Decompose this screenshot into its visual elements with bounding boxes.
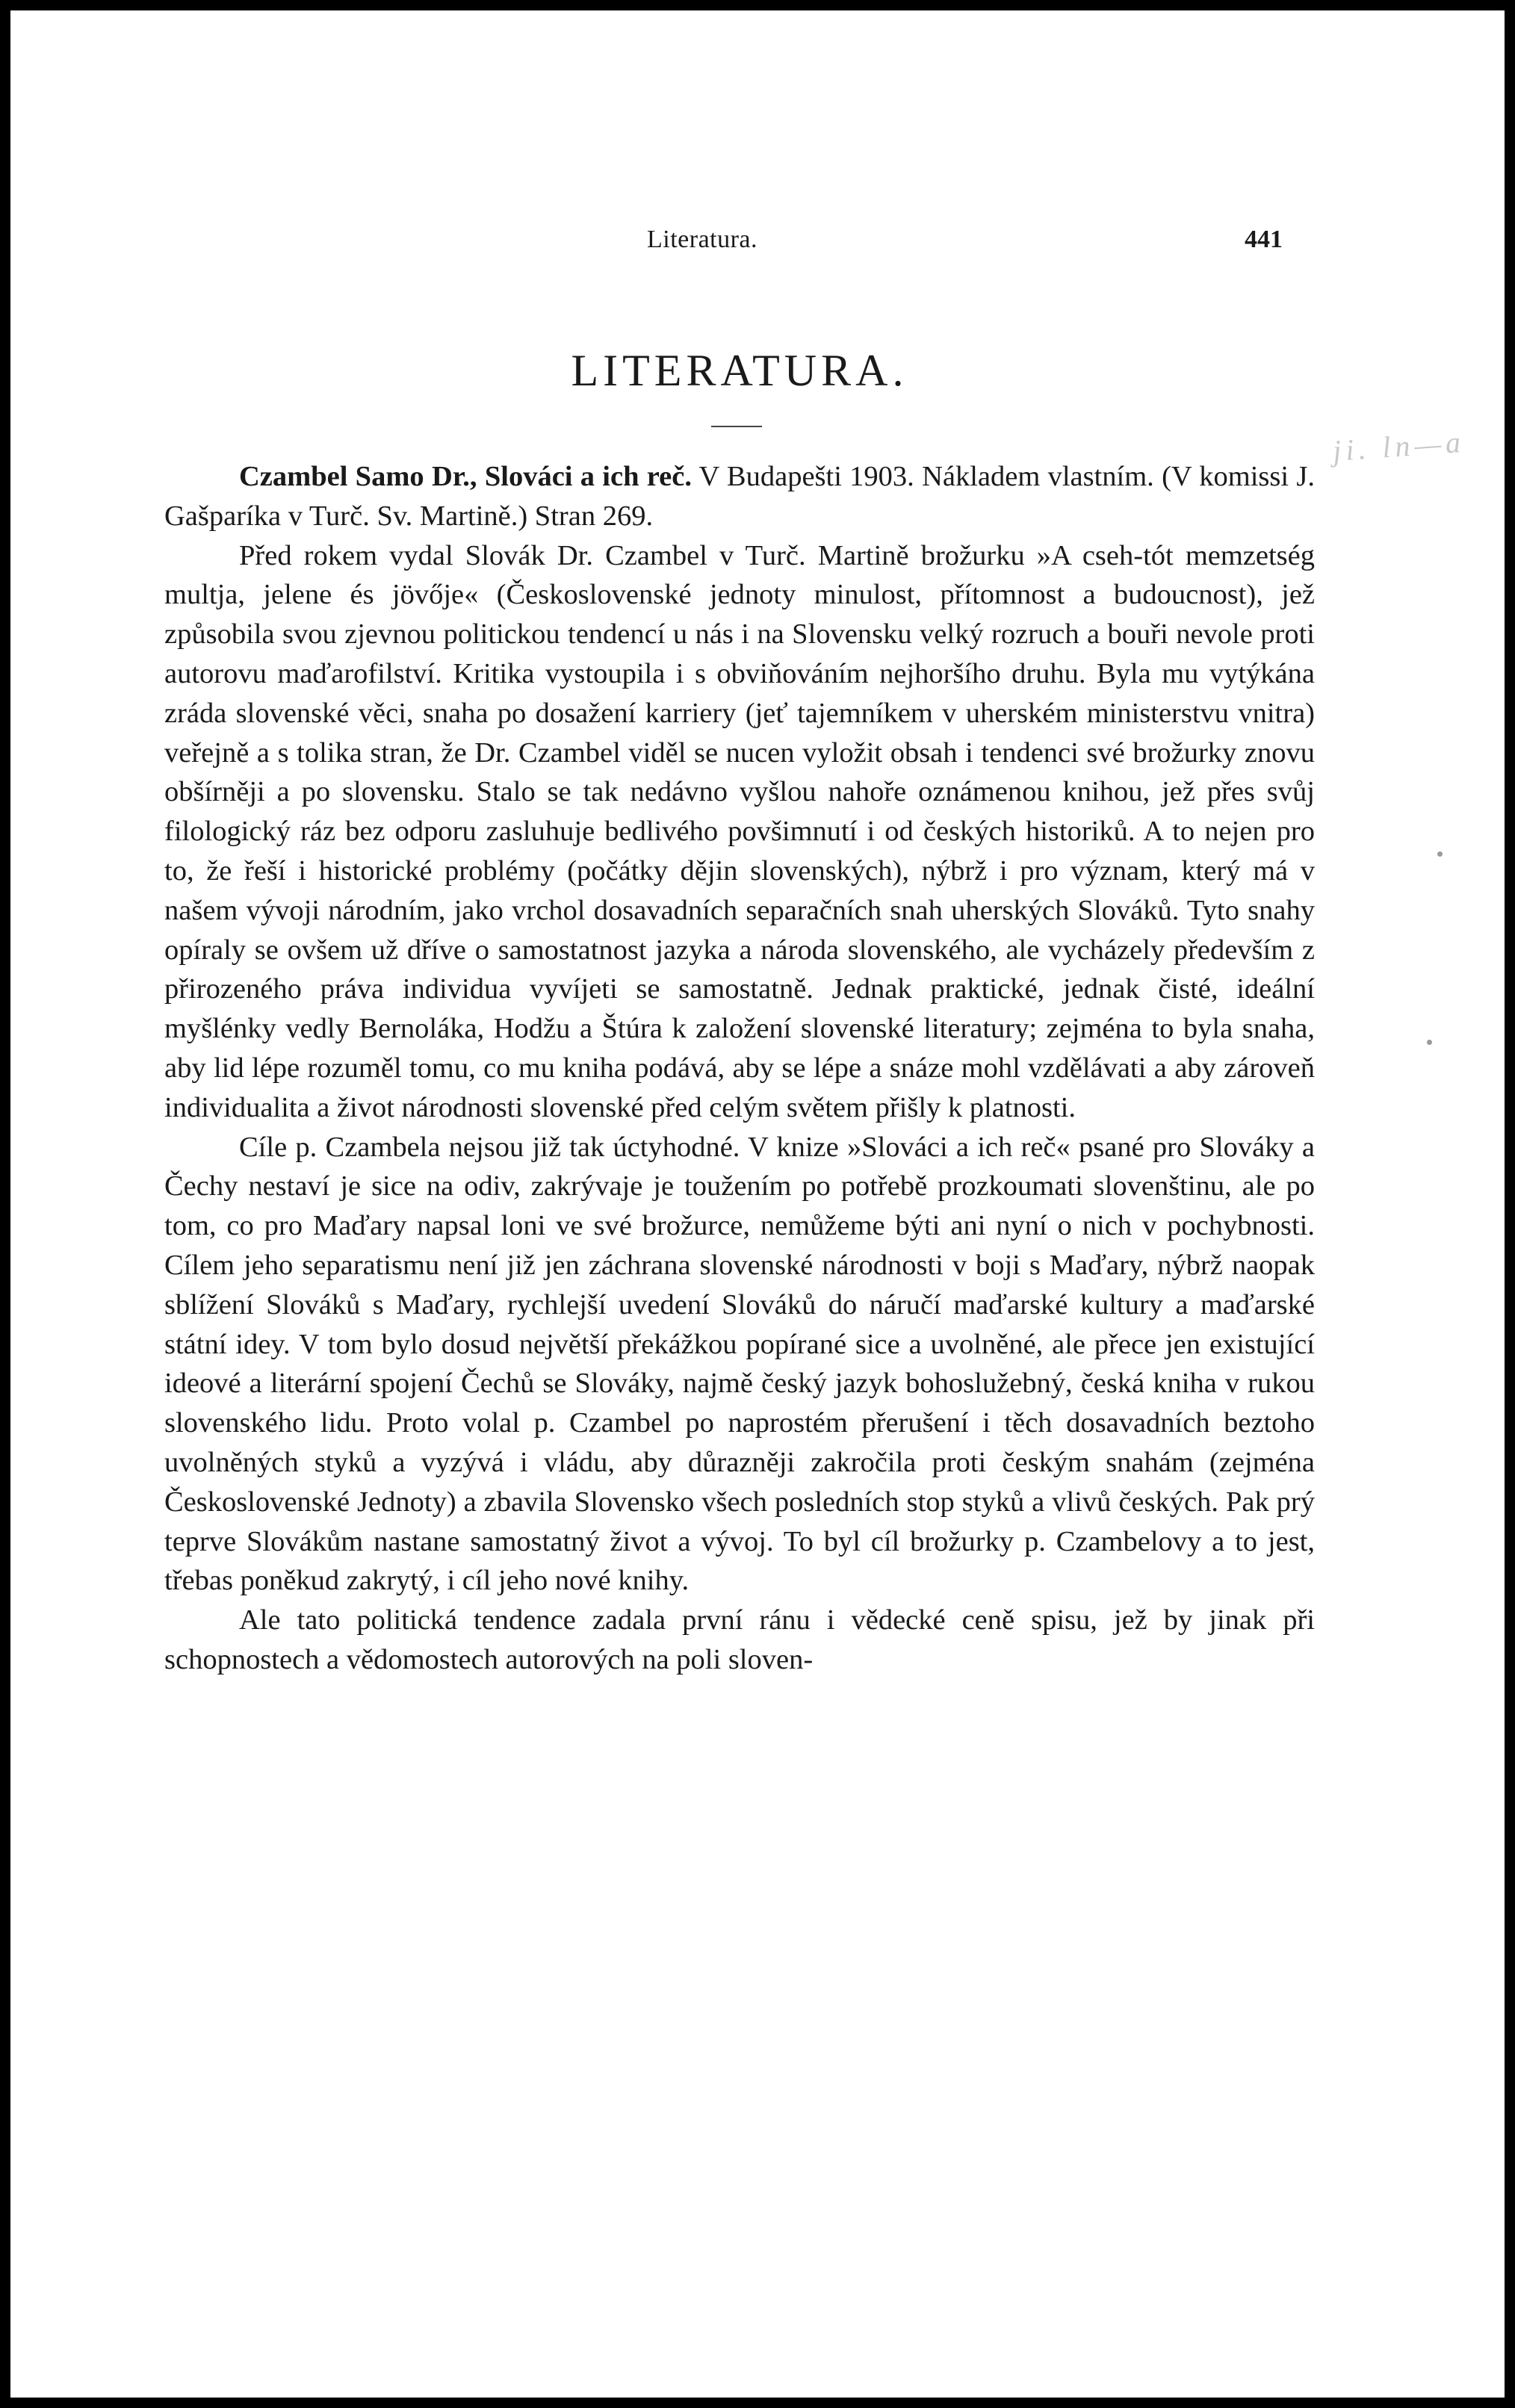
reviewed-work-title: Czambel Samo Dr., Slováci a ich reč. [239, 461, 692, 492]
review-paragraph-1: Před rokem vydal Slovák Dr. Czambel v Turč. Martině brožurku »A cseh-tót memzetség multja, jelene és jövője« (Československé jednoty minulost, přítomnost a budoucnost), jež způsobila svou zjevnou politickou tendencí u nás i na Slovensku velký rozruch a bouři nevole proti autorovu maďarofilství. Kritika vystoupila i s obviňováním nejhoršího druhu. Byla mu vytýkána zráda slovenské věci, snaha po dosažení karriery (jeť tajemníkem v uherském ministerstvu vnitra) veřejně a s tolika stran, že Dr. Czambel viděl se nucen vyložit obsah i tendenci své brožurky znovu obšírněji a po slovensku. Stalo se tak nedávno vyšlou nahoře oznámenou knihou, jež přes svůj filologický ráz bez odporu zasluhuje bedlivého povšimnutí i od českých historiků. A to nejen pro to, že řeší i historické problémy (počátky dějin slovenských), nýbrž i pro význam, který má v našem vývoji národním, jako vrchol dosavadních separačních snah uherských Slováků. Tyto snahy opíraly se ovšem už dříve o samostatnost jazyka a národa slovenského, ale vycházely především z přirozeného práva individua vyvíjeti se samostatně. Jednak praktické, jednak čisté, ideální myšlénky vedly Bernoláka, Hodžu a Štúra k založení slovenské literatury; zejména to byla snaha, aby lid lépe rozuměl tomu, co mu kniha podává, aby se lépe a snáze mohl vzdělávati a aby zároveň individualita a život národnosti slovenské před celým světem přišly k platnosti. [164, 539, 1315, 1123]
speck-mark [1427, 1040, 1432, 1045]
section-title: LITERATURA. [571, 346, 908, 395]
speck-mark [1437, 851, 1443, 857]
handwritten-margin-note: ji. ln—a [1331, 424, 1466, 468]
book-page [10, 10, 1505, 2398]
review-paragraph-3: Ale tato politická tendence zadala první ránu i vědecké ceně spisu, jež by jinak při schopnostech a vědomostech autorových na poli sloven- [164, 1604, 1315, 1675]
review-paragraph-2: Cíle p. Czambela nejsou již tak úctyhodné. V knize »Slováci a ich reč« psané pro Slováky a Čechy nestaví je sice na odiv, zakrývaje je toužením po potřebě prozkoumati slovenštinu, ale po tom, co pro Maďary napsal loni ve své brožurce, nemůžeme býti ani nyní o nich v pochybnosti. Cílem jeho separatismu není již jen záchrana slovenské národnosti v boji s Maďary, nýbrž naopak sblížení Slováků s Maďary, rychlejší uvedení Slováků do náručí maďarské kultury a maďarské státní idey. V tom bylo dosud největší překážkou popírané sice a uvolněné, ale přece jen existující ideové a literární spojení Čechů se Slováky, najmě český jazyk bohoslužebný, česká kniha v rukou slovenského lidu. Proto volal p. Czambel po naprostém přerušení i těch dosavadních beztoho uvolněných styků a vyzývá i vládu, aby důrazněji zakročila proti českým snahám (zejména Československé Jednoty) a zbavila Slovensko všech posledních stop styků a vlivů českých. Pak prý teprve Slovákům nastane samostatný život a vývoj. To byl cíl brožurky p. Czambelovy a to jest, třebas poněkud zakrytý, i cíl jeho nové knihy. [164, 1131, 1315, 1597]
publication-details: V Budapešti 1903. Nákladem vlastním. (V komissi J. Gašparíka v Turč. Sv. Martině.) Stran 269. [164, 461, 1315, 532]
bibliography-paragraph [164, 457, 1315, 536]
running-header [10, 226, 1505, 261]
title-divider [711, 426, 762, 427]
page-number: 441 [1245, 226, 1283, 253]
running-title: Literatura. [647, 226, 758, 253]
review-text [164, 457, 1315, 1680]
